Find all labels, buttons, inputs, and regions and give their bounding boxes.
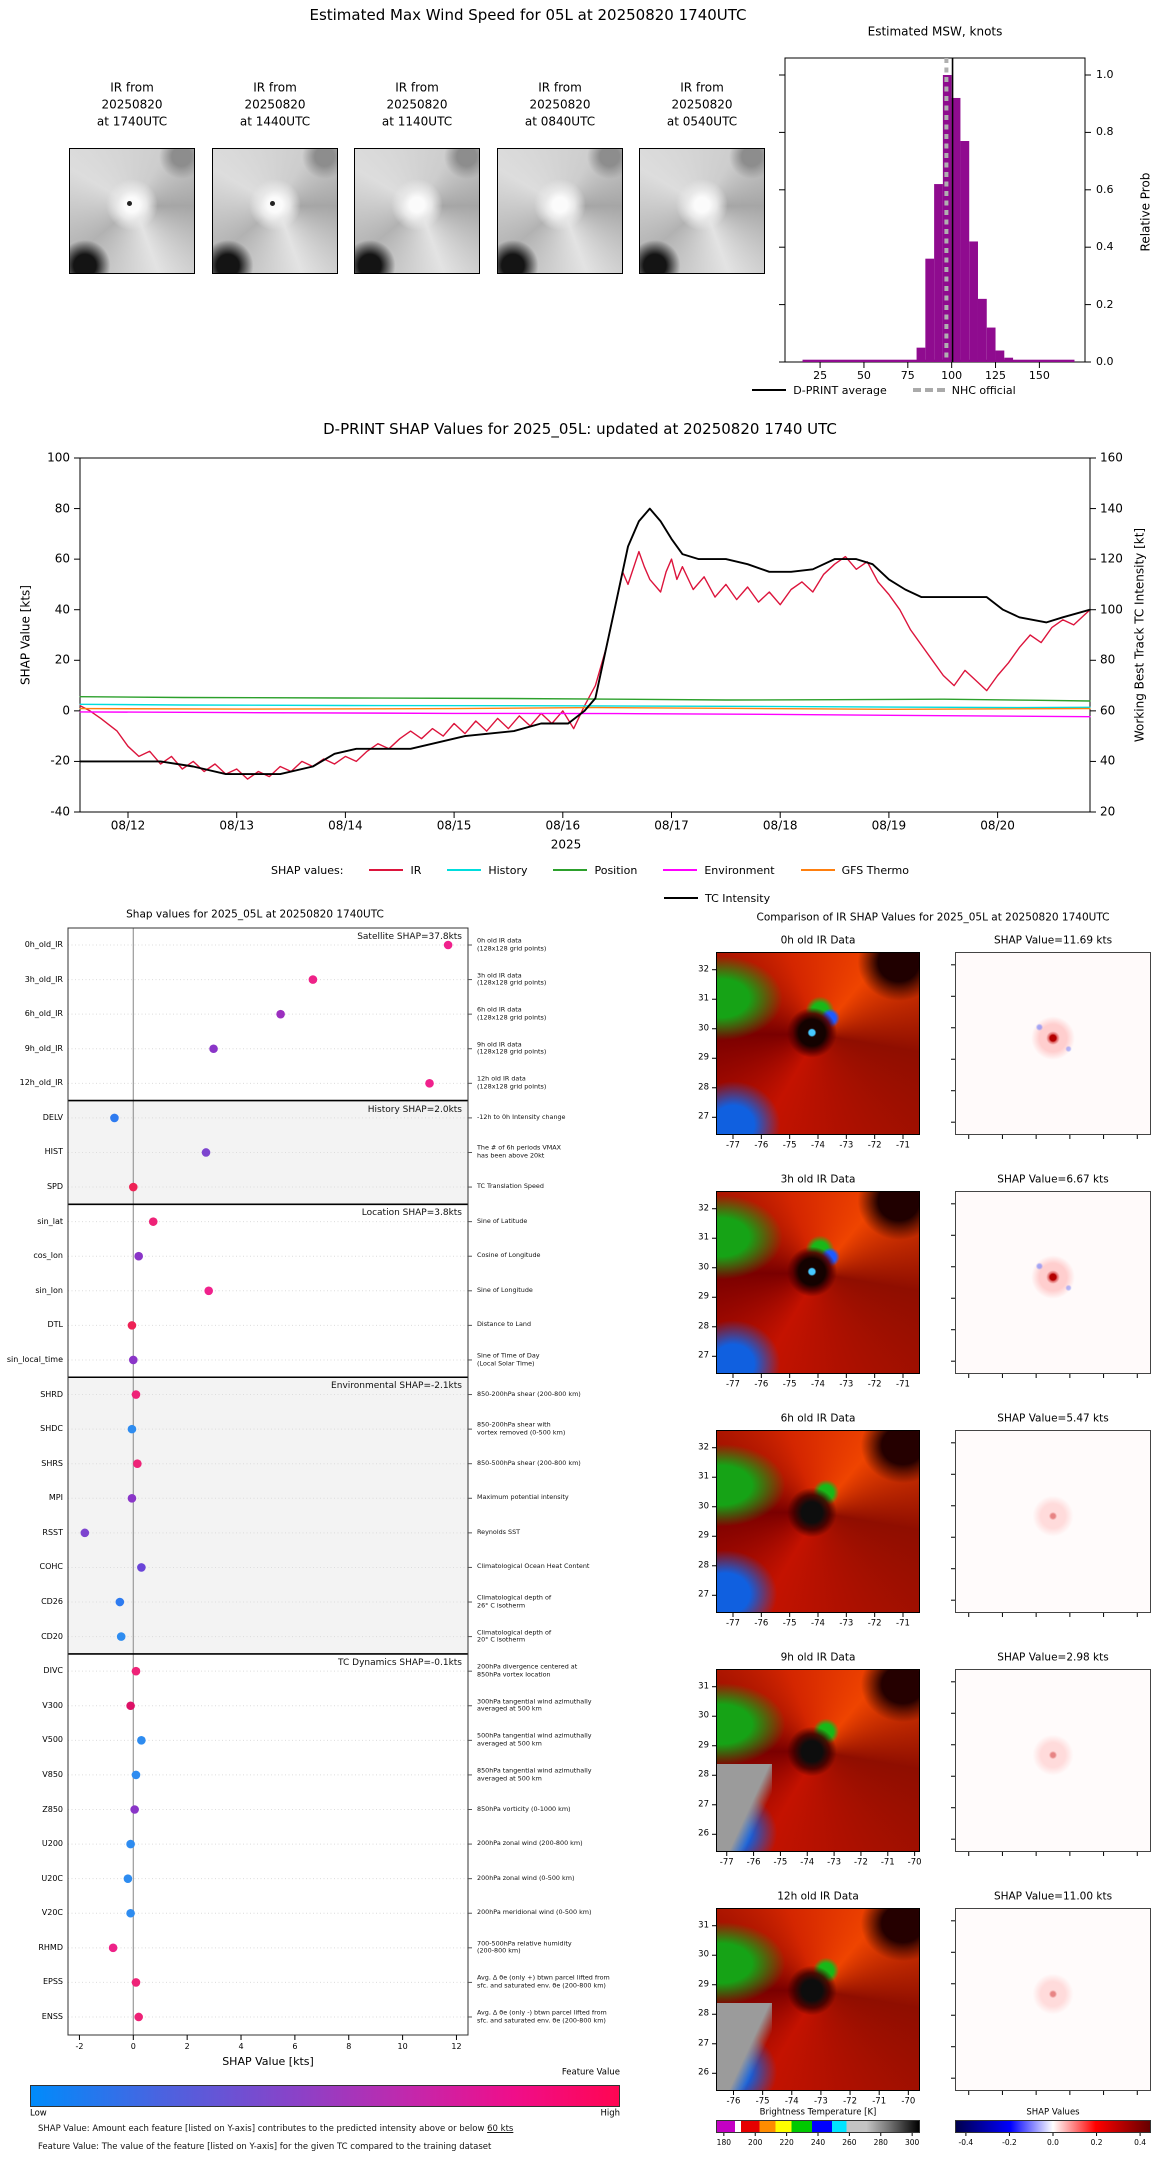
ir-ytick: 29 <box>698 1530 709 1541</box>
legend-label: Environment <box>704 863 775 877</box>
dotplot-xtick: 4 <box>238 2041 244 2051</box>
ir-ytick: 31 <box>698 1920 709 1931</box>
dotplot-feature-label: U20C <box>41 1873 63 1883</box>
legend-label: D-PRINT average <box>793 383 887 397</box>
ir-xtick: -76 <box>754 1618 769 1629</box>
colorbar-tick: 260 <box>842 2138 857 2148</box>
ir-ytick: 29 <box>698 1052 709 1063</box>
colorbar-tick: -0.2 <box>1002 2138 1017 2148</box>
histogram-title: Estimated MSW, knots <box>867 24 1003 39</box>
colorbar-tick: 0.4 <box>1134 2138 1147 2148</box>
dotplot-feature-label: DELV <box>42 1112 63 1122</box>
hist-xtick: 100 <box>941 369 963 383</box>
dotplot-feature-label: sin_lon <box>35 1285 63 1295</box>
ir-row-title: 12h old IR Data <box>777 1890 859 1903</box>
ir-row-title: 6h old IR Data <box>780 1412 856 1425</box>
ir-xtick: -77 <box>719 1857 734 1868</box>
colorbar-tick: 280 <box>873 2138 888 2148</box>
dotplot-feature-label: EPSS <box>42 1977 63 1987</box>
feature-description: 200hPa divergence centered at 850hPa vortex location <box>477 1662 578 1679</box>
ir-ytick: 27 <box>698 1799 709 1810</box>
ir-xtick: -72 <box>867 1379 882 1390</box>
feature-description: Cosine of Longitude <box>477 1251 541 1260</box>
ir-ytick: 30 <box>698 1501 709 1512</box>
shap-row-title: SHAP Value=11.00 kts <box>993 1890 1113 1903</box>
ir-xtick: -74 <box>800 1857 815 1868</box>
dotplot-feature-label: HIST <box>44 1147 63 1157</box>
feature-description: Climatological Ocean Heat Content <box>477 1562 590 1571</box>
dotplot-feature-label: sin_lat <box>37 1216 63 1226</box>
ir-row-title: 0h old IR Data <box>780 934 856 947</box>
dotplot-feature-label: V20C <box>41 1908 63 1918</box>
dotplot-feature-label: V300 <box>42 1700 63 1710</box>
ts-ytick-left: 80 <box>54 501 70 516</box>
ir-caption-line: IR from <box>680 80 724 95</box>
ir-caption-line: 20250820 <box>386 97 448 112</box>
ir-caption-line: at 1440UTC <box>239 114 311 129</box>
ts-ytick-right: 20 <box>1100 804 1116 819</box>
feature-description: 9h old IR data (128x128 grid points) <box>477 1040 547 1056</box>
ir-ytick: 29 <box>698 1291 709 1302</box>
dotplot-feature-label: ENSS <box>41 2011 63 2021</box>
dotplot-feature-label: sin_local_time <box>6 1354 63 1364</box>
hist-ytick: 0.4 <box>1096 240 1114 254</box>
feature-value-low: Low <box>30 2108 47 2119</box>
dotplot-feature-label: RSST <box>42 1527 63 1537</box>
feature-description: 850-200hPa shear (200-800 km) <box>477 1389 581 1398</box>
ir-ytick: 31 <box>698 1232 709 1243</box>
feature-description: 200hPa zonal wind (0-500 km) <box>477 1873 575 1882</box>
dotplot-xlabel: SHAP Value [kts] <box>222 2055 314 2069</box>
timeseries-title: D-PRINT SHAP Values for 2025_05L: updated at 20250820 1740 UTC <box>323 420 837 439</box>
feature-description: Avg. Δ θe (only -) btwn parcel lifted from sfc. and saturated env. θe (200-800 km) <box>477 2008 607 2024</box>
colorbar-tick: 300 <box>904 2138 920 2148</box>
dotplot-feature-label: U200 <box>41 1838 63 1848</box>
ir-ytick: 27 <box>698 1589 709 1600</box>
ir-xtick: -70 <box>907 1857 922 1868</box>
feature-description: 3h old IR data (128x128 grid points) <box>477 970 547 987</box>
section-shap-label: Environmental SHAP=-2.1kts <box>331 1381 462 1392</box>
page-title: Estimated Max Wind Speed for 05L at 20250820 1740UTC <box>309 6 747 25</box>
ir-xtick: -72 <box>853 1857 868 1868</box>
hist-xtick: 75 <box>900 369 915 383</box>
timeseries-ylabel-right: Working Best Track TC Intensity [kt] <box>1132 527 1147 743</box>
ir-caption-line: IR from <box>538 80 582 95</box>
ir-caption-line: 20250820 <box>671 97 733 112</box>
ts-ytick-left: -40 <box>50 804 70 819</box>
ts-ytick-right: 80 <box>1100 652 1116 667</box>
dotplot-feature-label: SPD <box>46 1181 63 1191</box>
section-shap-label: TC Dynamics SHAP=-0.1kts <box>338 1657 462 1668</box>
timeseries-ylabel-left: SHAP Value [kts] <box>18 585 33 685</box>
ir-caption-line: 20250820 <box>101 97 163 112</box>
ts-ytick-left: -20 <box>50 754 70 769</box>
ir-ytick: 30 <box>698 1023 709 1034</box>
dotplot-feature-label: 0h_old_IR <box>24 939 63 949</box>
ir-ytick: 30 <box>698 1262 709 1273</box>
dotplot-feature-label: DTL <box>47 1320 63 1330</box>
ir-xtick: -70 <box>901 2096 916 2107</box>
section-shap-label: Satellite SHAP=37.8kts <box>357 932 462 942</box>
shap-row-title: SHAP Value=5.47 kts <box>997 1412 1109 1425</box>
hist-ytick: 1.0 <box>1096 68 1114 82</box>
dotplot-feature-label: CD20 <box>41 1631 63 1641</box>
histogram-ylabel: Relative Prob <box>1138 172 1153 252</box>
colorbar-tick: 240 <box>810 2138 826 2148</box>
dotplot-feature-label: 9h_old_IR <box>24 1043 63 1053</box>
dotplot-feature-label: SHRD <box>40 1389 63 1399</box>
dotplot-xtick: 10 <box>397 2041 408 2051</box>
legend-label: TC Intensity <box>705 891 771 905</box>
timeseries-xlabel: 2025 <box>550 837 582 852</box>
ir-xtick: -73 <box>827 1857 842 1868</box>
ir-xtick: -76 <box>746 1857 761 1868</box>
ir-xtick: -76 <box>726 2096 741 2107</box>
ir-xtick: -75 <box>782 1618 797 1629</box>
ts-ytick-left: 0 <box>62 703 70 718</box>
dotplot-xtick: 12 <box>451 2041 462 2051</box>
dotplot-feature-label: V850 <box>42 1769 63 1779</box>
hist-xtick: 150 <box>1028 369 1050 383</box>
ir-xtick: -73 <box>839 1618 854 1629</box>
ir-xtick: -74 <box>811 1140 825 1151</box>
dotplot-feature-label: CD26 <box>41 1596 63 1606</box>
legend-label: IR <box>410 863 422 877</box>
ir-ytick: 31 <box>698 1471 709 1482</box>
legend-label: History <box>488 863 528 877</box>
feature-description: 6h old IR data (128x128 grid points) <box>477 1005 547 1022</box>
feature-description: Sine of Time of Day (Local Solar Time) <box>477 1351 540 1367</box>
ir-ytick: 32 <box>698 1442 709 1453</box>
ir-caption-line: IR from <box>253 80 297 95</box>
ir-ytick: 32 <box>698 1203 709 1214</box>
dotplot-feature-label: Z850 <box>42 1804 63 1814</box>
feature-description: 500hPa tangential wind azimuthally averaged at 500 km <box>477 1731 592 1748</box>
section-shap-label: History SHAP=2.0kts <box>367 1104 462 1115</box>
ir-caption-line: 20250820 <box>244 97 306 112</box>
ts-ytick-right: 40 <box>1100 754 1116 769</box>
feature-description: -12h to 0h Intensity change <box>477 1113 566 1122</box>
ir-ytick: 30 <box>698 1710 709 1721</box>
ts-xtick: 08/20 <box>980 818 1015 833</box>
ir-xtick: -71 <box>872 2096 887 2107</box>
feature-description: Sine of Longitude <box>477 1286 533 1294</box>
dotplot-feature-label: MPI <box>48 1493 63 1503</box>
ir-xtick: -75 <box>755 2096 770 2107</box>
ts-ytick-right: 140 <box>1100 501 1123 516</box>
section-shap-label: Location SHAP=3.8kts <box>361 1208 462 1219</box>
dotplot-feature-label: V500 <box>42 1735 63 1745</box>
bt-colorbar-title: Brightness Temperature [K] <box>759 2107 877 2118</box>
ts-xtick: 08/13 <box>219 818 254 833</box>
ir-row-title: 3h old IR Data <box>780 1173 856 1186</box>
feature-description: Reynolds SST <box>477 1528 521 1537</box>
feature-description: Climatological depth of 26° C isotherm <box>477 1593 552 1610</box>
hist-xtick: 25 <box>813 369 828 383</box>
ir-xtick: -73 <box>839 1140 854 1151</box>
ir-caption-line: at 0540UTC <box>666 114 738 129</box>
ir-ytick: 26 <box>698 1828 709 1839</box>
ir-ytick: 27 <box>698 2038 709 2049</box>
ts-xtick: 08/17 <box>654 818 689 833</box>
ir-xtick: -75 <box>782 1140 797 1151</box>
ts-xtick: 08/12 <box>110 818 146 833</box>
shap-colorbar-title: SHAP Values <box>1026 2107 1080 2118</box>
ircomp-title: Comparison of IR SHAP Values for 2025_05L at 20250820 1740UTC <box>756 911 1110 924</box>
colorbar-tick: 0.2 <box>1090 2138 1103 2148</box>
feature-description: TC Translation Speed <box>477 1182 544 1191</box>
ir-caption-line: IR from <box>395 80 439 95</box>
hist-xtick: 125 <box>985 369 1007 383</box>
ir-ytick: 27 <box>698 1350 709 1361</box>
feature-description: 700-500hPa relative humidity (200-800 km) <box>477 1939 572 1955</box>
ir-xtick: -71 <box>896 1618 910 1629</box>
feature-description: Distance to Land <box>477 1320 532 1329</box>
ir-ytick: 31 <box>698 1681 709 1692</box>
feature-description: Sine of Latitude <box>477 1216 528 1225</box>
colorbar-tick: 0.0 <box>1047 2138 1059 2148</box>
dotplot-xtick: 2 <box>184 2041 190 2051</box>
ir-ytick: 30 <box>698 1949 709 1960</box>
ir-caption-line: IR from <box>110 80 154 95</box>
ir-ytick: 28 <box>698 1321 709 1332</box>
feature-description: 200hPa meridional wind (0-500 km) <box>477 1908 592 1917</box>
shap-row-title: SHAP Value=2.98 kts <box>997 1651 1109 1664</box>
ir-caption-line: at 0840UTC <box>524 114 596 129</box>
ts-ytick-left: 40 <box>54 602 70 617</box>
legend-label: Position <box>594 863 638 877</box>
ir-xtick: -73 <box>839 1379 854 1390</box>
dotplot-feature-label: 6h_old_IR <box>24 1008 63 1018</box>
dotplot-xtick: 0 <box>130 2041 136 2051</box>
ir-ytick: 31 <box>698 993 709 1004</box>
ts-ytick-left: 60 <box>54 551 70 566</box>
ts-xtick: 08/18 <box>762 818 798 833</box>
ts-xtick: 08/14 <box>328 818 363 833</box>
ts-ytick-right: 100 <box>1100 602 1123 617</box>
feature-description: 200hPa zonal wind (200-800 km) <box>477 1839 583 1848</box>
ir-ytick: 28 <box>698 2008 709 2019</box>
ir-xtick: -72 <box>843 2096 857 2107</box>
footnote-shap-value: SHAP Value: Amount each feature [listed on Y-axis] contributes to the predicted intensity above or below 60 kts <box>38 2124 514 2134</box>
ir-xtick: -71 <box>896 1379 910 1390</box>
ts-xtick: 08/19 <box>871 818 907 833</box>
feature-description: 850-200hPa shear with vortex removed (0-500 km) <box>477 1420 566 1437</box>
dotplot-title: Shap values for 2025_05L at 20250820 1740UTC <box>126 908 384 921</box>
ts-ytick-right: 60 <box>1100 703 1116 718</box>
dotplot-feature-label: 12h_old_IR <box>19 1078 63 1088</box>
ir-caption-line: at 1140UTC <box>381 114 453 129</box>
feature-description: Climatological depth of 20° C isotherm <box>477 1628 552 1644</box>
ir-xtick: -77 <box>726 1618 740 1629</box>
ts-xtick: 08/15 <box>436 818 472 833</box>
feature-value-label: Feature Value <box>561 2067 620 2078</box>
ir-ytick: 29 <box>698 1740 709 1751</box>
dotplot-feature-label: RHMD <box>38 1942 63 1952</box>
ts-ytick-left: 20 <box>54 652 70 667</box>
ir-ytick: 28 <box>698 1769 709 1780</box>
dotplot-feature-label: 3h_old_IR <box>24 974 63 984</box>
ts-ytick-right: 120 <box>1100 551 1123 566</box>
ir-ytick: 27 <box>698 1111 709 1122</box>
ir-xtick: -74 <box>811 1618 825 1629</box>
footnote-feature-value: Feature Value: The value of the feature [listed on Y-axis] for the given TC compared to the training dataset <box>38 2142 492 2152</box>
legend-prefix: SHAP values: <box>271 863 344 877</box>
dotplot-feature-label: COHC <box>39 1562 63 1572</box>
hist-ytick: 0.2 <box>1096 297 1114 311</box>
ts-ytick-left: 100 <box>47 450 70 465</box>
ir-caption-line: at 1740UTC <box>96 114 168 129</box>
ir-xtick: -72 <box>867 1618 882 1629</box>
ir-xtick: -76 <box>754 1140 769 1151</box>
ir-xtick: -75 <box>773 1857 788 1868</box>
feature-value-high: High <box>600 2108 620 2119</box>
feature-description: 12h old IR data (128x128 grid points) <box>477 1074 547 1091</box>
dotplot-xtick: 6 <box>292 2041 298 2051</box>
hist-ytick: 0.0 <box>1096 355 1114 369</box>
hist-ytick: 0.6 <box>1096 183 1114 197</box>
dotplot-feature-label: SHRS <box>41 1458 63 1468</box>
colorbar-tick: 200 <box>748 2138 763 2148</box>
ir-row-title: 9h old IR Data <box>780 1651 856 1664</box>
shap-row-title: SHAP Value=6.67 kts <box>997 1173 1109 1186</box>
feature-description: 850hPa tangential wind azimuthally averaged at 500 km <box>477 1766 592 1782</box>
ir-xtick: -74 <box>784 2096 799 2107</box>
ir-caption-line: 20250820 <box>529 97 591 112</box>
feature-description: Avg. Δ θe (only +) btwn parcel lifted from sfc. and saturated env. θe (200-800 km) <box>477 1973 610 1990</box>
colorbar-tick: -0.4 <box>958 2138 974 2148</box>
feature-description: 850hPa vorticity (0-1000 km) <box>477 1804 571 1813</box>
feature-description: 0h old IR data (128x128 grid points) <box>477 936 547 952</box>
dotplot-feature-label: DIVC <box>43 1665 63 1675</box>
ir-xtick: -71 <box>896 1140 910 1151</box>
ir-ytick: 28 <box>698 1082 709 1093</box>
ts-ytick-right: 160 <box>1100 450 1123 465</box>
ir-ytick: 28 <box>698 1560 709 1571</box>
ir-xtick: -73 <box>813 2096 828 2107</box>
legend-label: GFS Thermo <box>841 863 909 877</box>
colorbar-tick: 220 <box>779 2138 794 2148</box>
ir-ytick: 29 <box>698 1979 709 1990</box>
ts-xtick: 08/16 <box>545 818 581 833</box>
dotplot-feature-label: SHDC <box>40 1423 63 1433</box>
feature-description: 850-500hPa shear (200-800 km) <box>477 1458 581 1467</box>
ir-xtick: -74 <box>811 1379 825 1390</box>
ir-ytick: 32 <box>698 964 709 975</box>
hist-xtick: 50 <box>856 369 871 383</box>
colorbar-tick: 180 <box>716 2138 732 2148</box>
shap-row-title: SHAP Value=11.69 kts <box>993 934 1113 947</box>
hist-ytick: 0.8 <box>1096 125 1114 139</box>
ir-xtick: -77 <box>726 1379 740 1390</box>
dotplot-xtick: 8 <box>346 2041 352 2051</box>
ir-ytick: 26 <box>698 2067 709 2078</box>
ir-xtick: -76 <box>754 1379 769 1390</box>
ir-xtick: -72 <box>867 1140 882 1151</box>
feature-description: The # of 6h periods VMAX has been above 20kt <box>477 1143 561 1160</box>
ir-xtick: -77 <box>726 1140 740 1151</box>
feature-description: 300hPa tangential wind azimuthally averaged at 500 km <box>477 1697 592 1713</box>
ir-xtick: -75 <box>782 1379 797 1390</box>
ir-xtick: -71 <box>880 1857 895 1868</box>
dotplot-feature-label: cos_lon <box>33 1251 63 1261</box>
feature-description: Maximum potential intensity <box>477 1493 569 1502</box>
dotplot-xtick: -2 <box>75 2041 84 2051</box>
legend-label: NHC official <box>951 383 1016 397</box>
